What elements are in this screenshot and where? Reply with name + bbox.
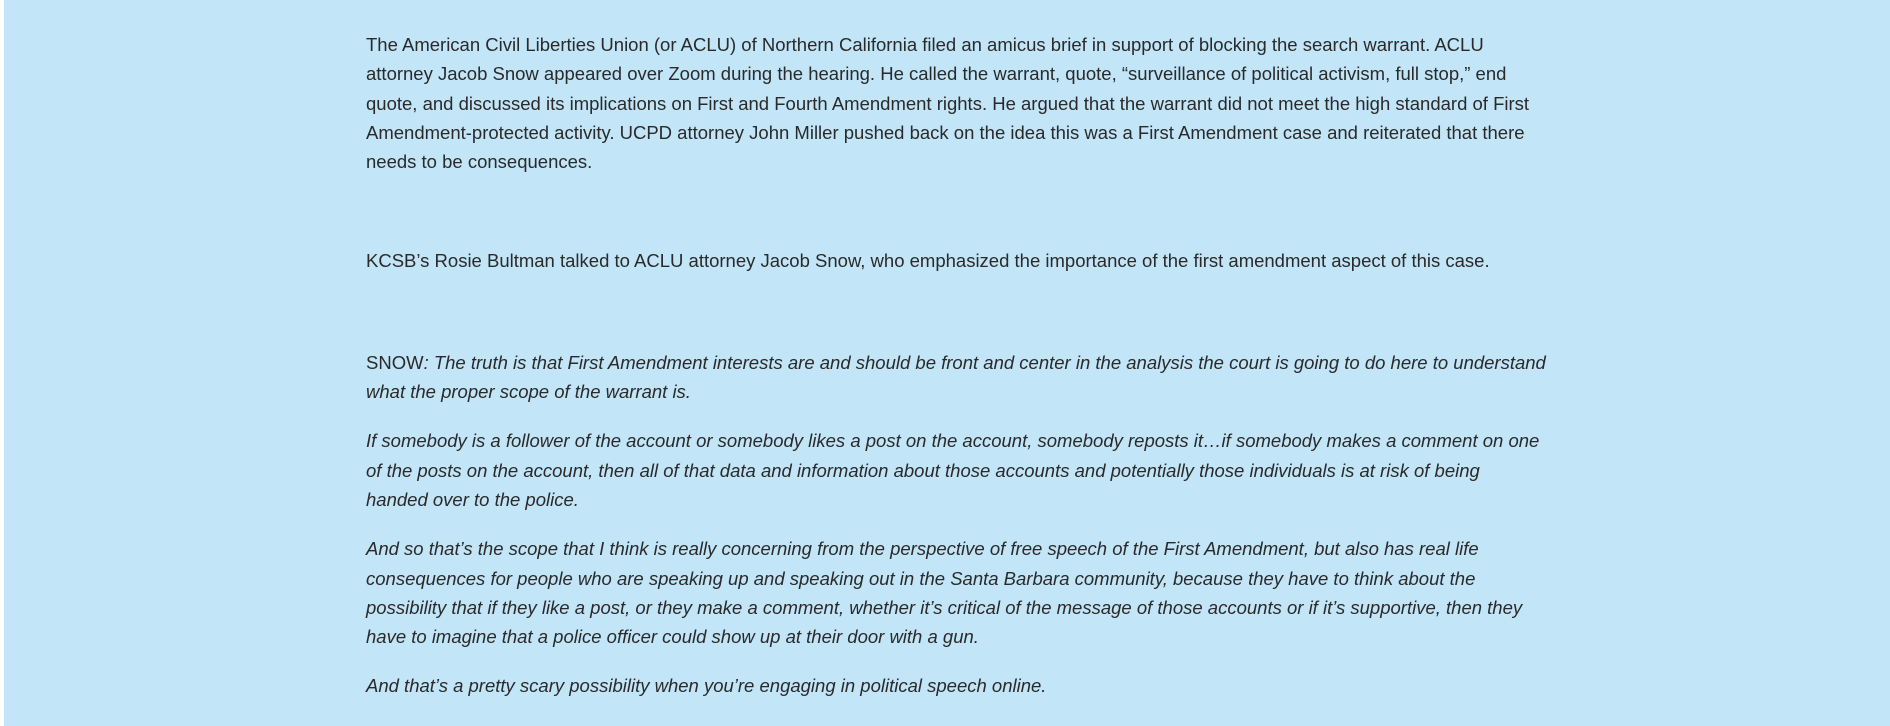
- quote-text-2: If somebody is a follower of the account or somebody likes a post on the account, somebody reposts it…if somebody makes a comment on one of the posts on the account, then all of that data and information about those accounts and potentially those individuals is at risk of being handed over to the police.: [366, 430, 1540, 510]
- quote-paragraph-2: [366, 426, 1546, 514]
- paragraph-aclu-amicus: The American Civil Liberties Union (or ACLU) of Northern California filed an amicus brief in support of blocking the search warrant. ACLU attorney Jacob Snow appeared over Zoom during the hearing. He called the warrant, quote, “surveillance of political activism, full stop,” end quote, and discussed its implications on First and Fourth Amendment rights. He argued that the warrant did not meet the high standard of First Amendment-protected activity. UCPD attorney John Miller pushed back on the idea this was a First Amendment case and reiterated that there needs to be consequences.: [366, 34, 1530, 173]
- speaker-label: SNOW: [366, 351, 424, 373]
- quote-paragraph-3: [366, 534, 1546, 651]
- quote-text-1: The truth is that First Amendment interests are and should be front and center in the analysis the court is going to do here to understand what the proper scope of the warrant is.: [366, 351, 1546, 403]
- speaker-colon: :: [423, 351, 434, 373]
- quote-text-4: And that’s a pretty scary possibility when you’re engaging in political speech online.: [366, 675, 1047, 697]
- quote-text-3: And so that’s the scope that I think is really concerning from the perspective of free speech of the First Amendment, but also has real life consequences for people who are speaking up and speaking out in the Santa Barbara community, because they have to think about the possibility that if they like a post, or they make a comment, whether it’s critical of the message of those accounts or if it’s supportive, then they have to imagine that a police officer could show up at their door with a gun.: [366, 538, 1523, 648]
- paragraph-kcsb-interview: KCSB’s Rosie Bultman talked to ACLU attorney Jacob Snow, who emphasized the importance of the first amendment aspect of this case.: [366, 250, 1490, 272]
- quote-paragraph-1: [366, 348, 1546, 407]
- article-body: [366, 30, 1546, 721]
- page-background: [4, 0, 1890, 726]
- quote-paragraph-4: [366, 671, 1546, 700]
